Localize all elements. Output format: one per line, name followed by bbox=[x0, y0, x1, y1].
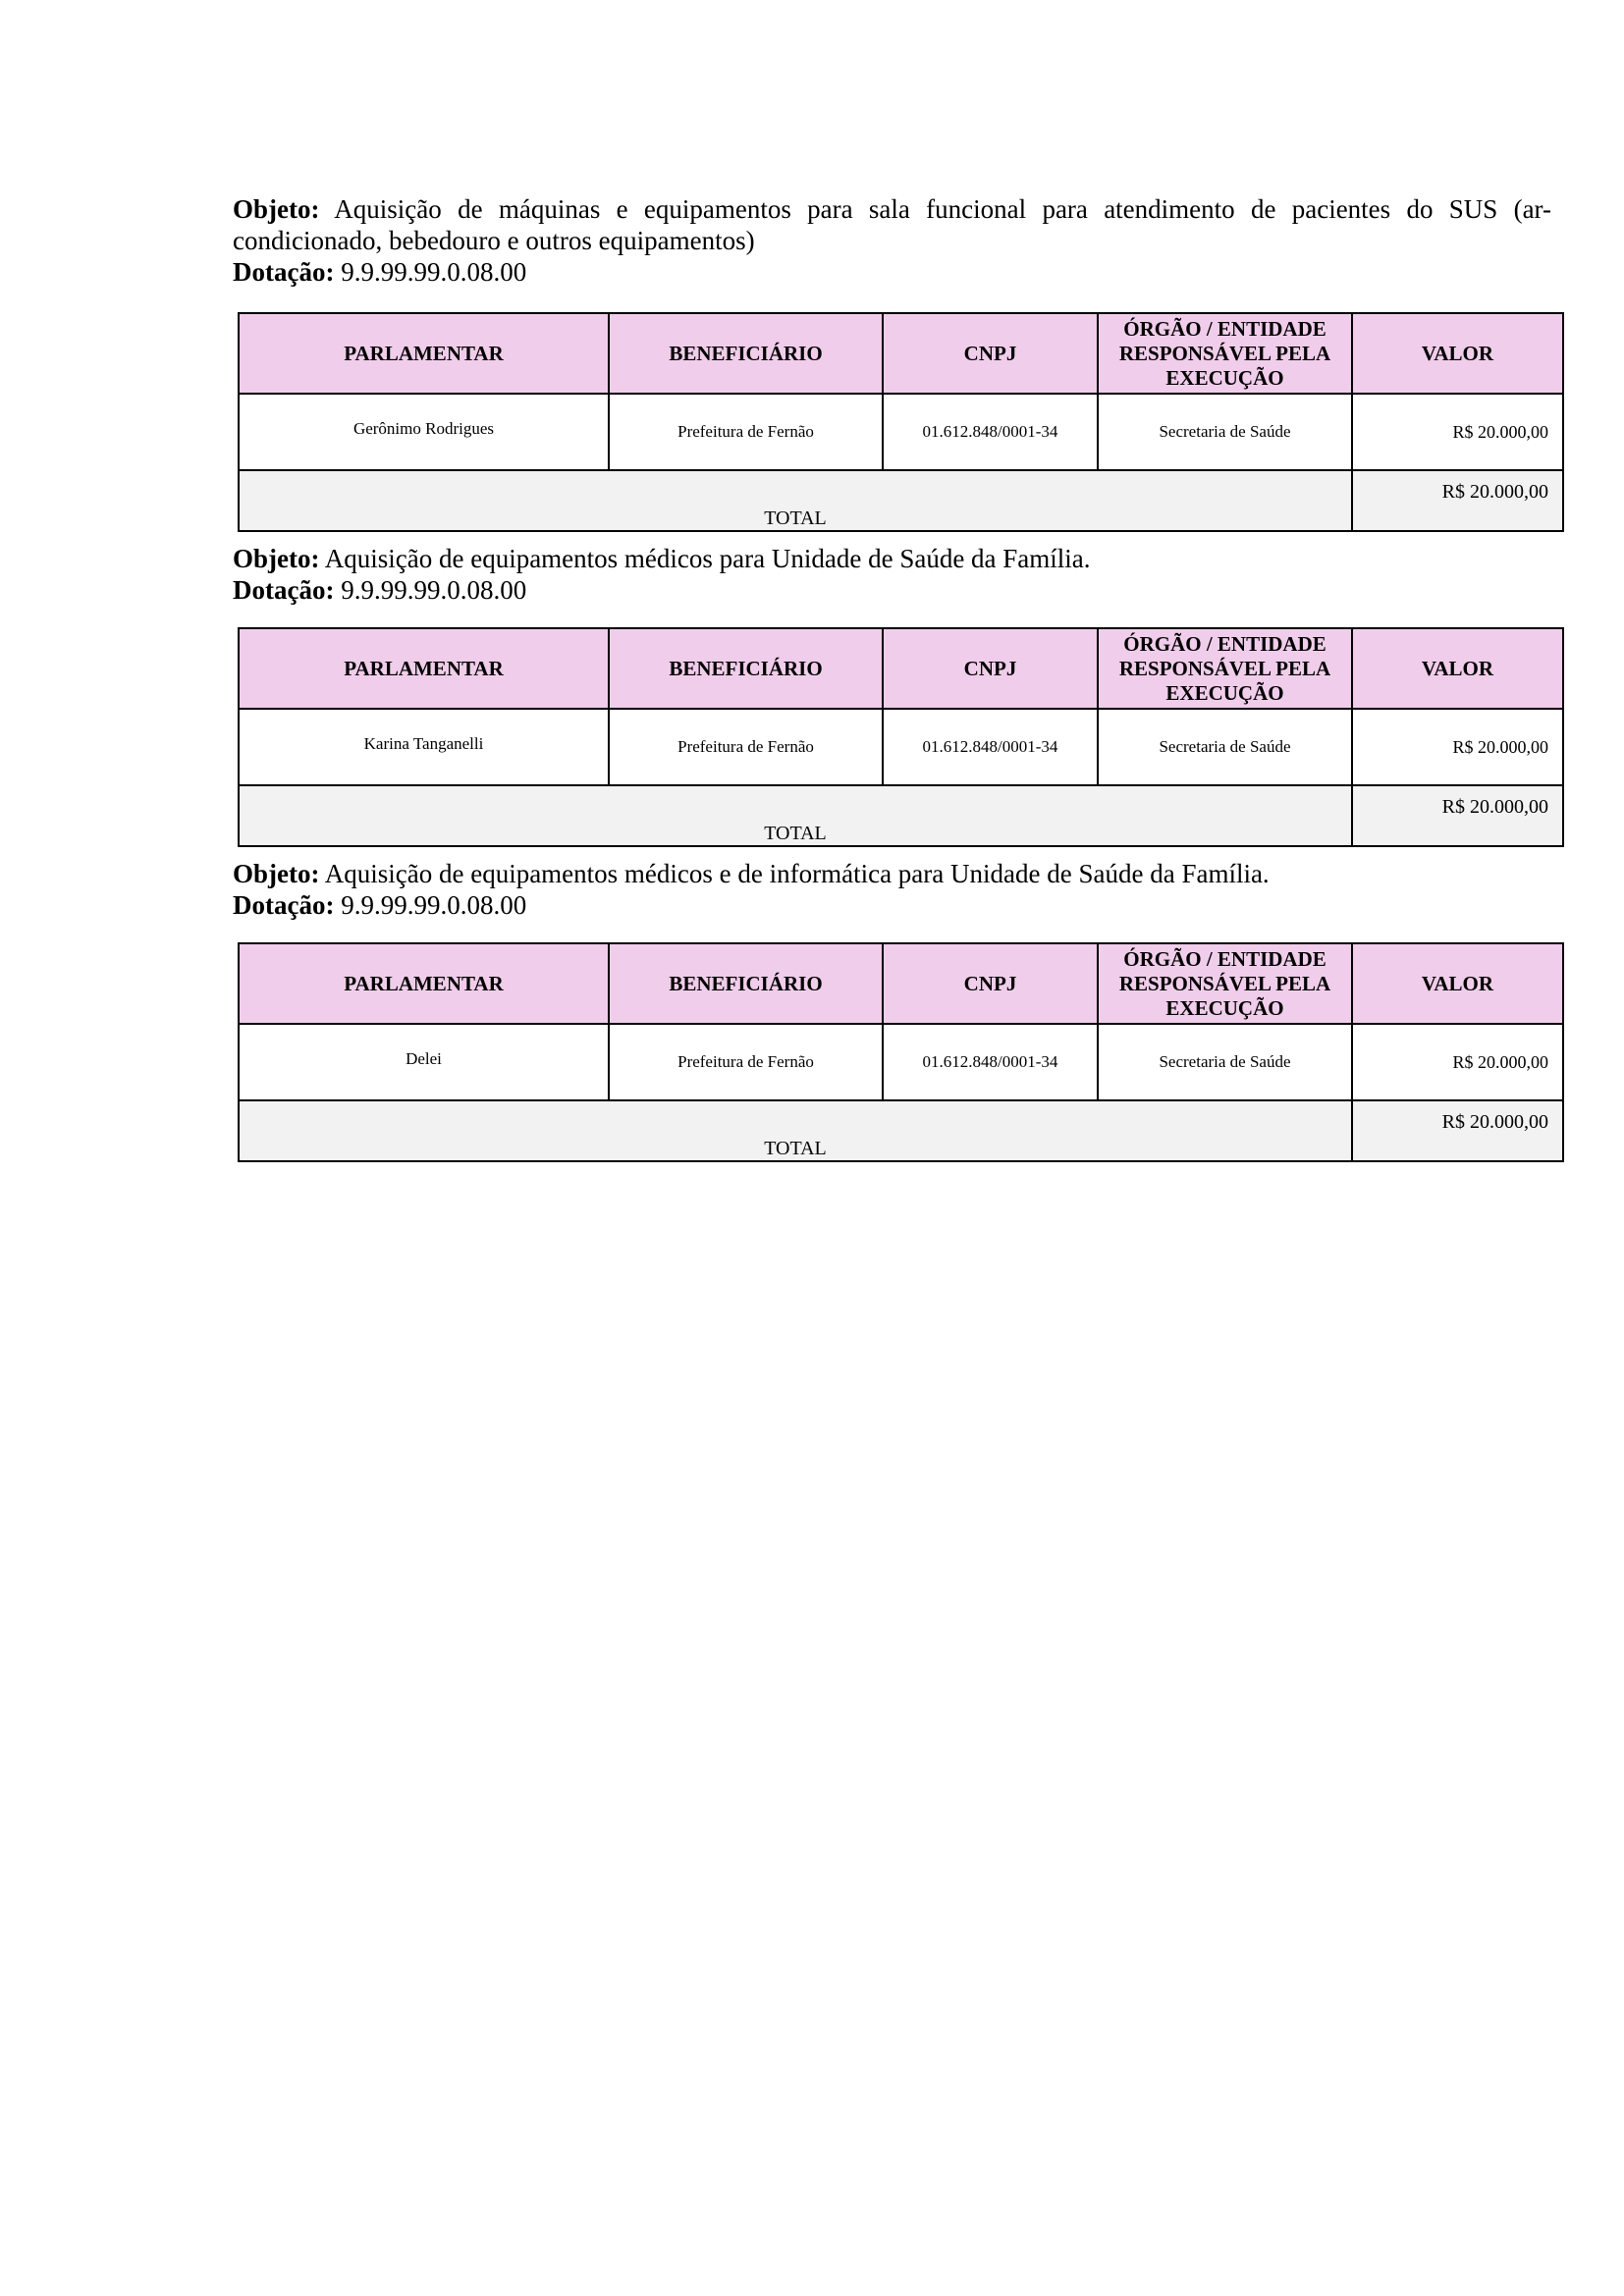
total-label: TOTAL bbox=[239, 1100, 1352, 1161]
cell-beneficiario: Prefeitura de Fernão bbox=[609, 1024, 883, 1100]
table-header-row bbox=[239, 943, 1563, 1024]
objeto-paragraph bbox=[233, 543, 1551, 574]
header-valor: VALOR bbox=[1352, 313, 1563, 394]
header-beneficiario: BENEFICIÁRIO bbox=[609, 628, 883, 709]
cell-parlamentar: Karina Tanganelli bbox=[239, 709, 609, 785]
header-cnpj: CNPJ bbox=[883, 943, 1098, 1024]
dotacao-label: Dotação: bbox=[233, 257, 335, 287]
dotacao-line bbox=[233, 889, 1564, 921]
total-label: TOTAL bbox=[239, 785, 1352, 846]
header-valor: VALOR bbox=[1352, 943, 1563, 1024]
objeto-text: Aquisição de equipamentos médicos e de informática para Unidade de Saúde da Família. bbox=[324, 859, 1270, 888]
total-row bbox=[239, 1100, 1563, 1161]
objeto-label: Objeto: bbox=[233, 544, 320, 573]
table-header-row bbox=[239, 313, 1563, 394]
dotacao-value: 9.9.99.99.0.08.00 bbox=[341, 575, 527, 605]
cell-orgao: Secretaria de Saúde bbox=[1098, 1024, 1352, 1100]
cell-cnpj: 01.612.848/0001-34 bbox=[883, 394, 1098, 470]
emenda-table-1 bbox=[238, 312, 1564, 532]
cell-beneficiario: Prefeitura de Fernão bbox=[609, 709, 883, 785]
objeto-paragraph bbox=[233, 858, 1551, 889]
total-value: R$ 20.000,00 bbox=[1352, 785, 1563, 846]
total-value: R$ 20.000,00 bbox=[1352, 470, 1563, 531]
dotacao-label: Dotação: bbox=[233, 575, 335, 605]
cell-valor: R$ 20.000,00 bbox=[1352, 709, 1563, 785]
cell-parlamentar: Delei bbox=[239, 1024, 609, 1100]
cell-beneficiario: Prefeitura de Fernão bbox=[609, 394, 883, 470]
header-parlamentar: PARLAMENTAR bbox=[239, 313, 609, 394]
dotacao-value: 9.9.99.99.0.08.00 bbox=[341, 890, 527, 920]
cell-cnpj: 01.612.848/0001-34 bbox=[883, 709, 1098, 785]
dotacao-line bbox=[233, 574, 1564, 606]
cell-orgao: Secretaria de Saúde bbox=[1098, 709, 1352, 785]
cell-valor: R$ 20.000,00 bbox=[1352, 1024, 1563, 1100]
dotacao-line bbox=[233, 256, 1564, 288]
header-beneficiario: BENEFICIÁRIO bbox=[609, 943, 883, 1024]
objeto-text: Aquisição de máquinas e equipamentos para sala funcional para atendimento de pacientes do SUS (ar-condicionado, bebedouro e outros equipamentos) bbox=[233, 194, 1552, 255]
section-2-heading bbox=[233, 543, 1564, 606]
emenda-table-2 bbox=[238, 627, 1564, 847]
objeto-label: Objeto: bbox=[233, 859, 320, 888]
objeto-text: Aquisição de equipamentos médicos para Unidade de Saúde da Família. bbox=[324, 544, 1091, 573]
table-row bbox=[239, 1024, 1563, 1100]
header-orgao: ÓRGÃO / ENTIDADE RESPONSÁVEL PELA EXECUÇÃO bbox=[1098, 628, 1352, 709]
table-row bbox=[239, 709, 1563, 785]
total-row bbox=[239, 785, 1563, 846]
total-row bbox=[239, 470, 1563, 531]
header-cnpj: CNPJ bbox=[883, 628, 1098, 709]
table-header-row bbox=[239, 628, 1563, 709]
cell-parlamentar: Gerônimo Rodrigues bbox=[239, 394, 609, 470]
cell-orgao: Secretaria de Saúde bbox=[1098, 394, 1352, 470]
header-cnpj: CNPJ bbox=[883, 313, 1098, 394]
cell-cnpj: 01.612.848/0001-34 bbox=[883, 1024, 1098, 1100]
objeto-label: Objeto: bbox=[233, 194, 320, 224]
objeto-paragraph bbox=[233, 193, 1551, 256]
total-value: R$ 20.000,00 bbox=[1352, 1100, 1563, 1161]
total-label: TOTAL bbox=[239, 470, 1352, 531]
header-parlamentar: PARLAMENTAR bbox=[239, 628, 609, 709]
header-orgao: ÓRGÃO / ENTIDADE RESPONSÁVEL PELA EXECUÇÃO bbox=[1098, 313, 1352, 394]
dotacao-label: Dotação: bbox=[233, 890, 335, 920]
table-row bbox=[239, 394, 1563, 470]
section-3-heading bbox=[233, 858, 1564, 921]
header-parlamentar: PARLAMENTAR bbox=[239, 943, 609, 1024]
cell-valor: R$ 20.000,00 bbox=[1352, 394, 1563, 470]
section-1-heading bbox=[233, 193, 1564, 288]
header-beneficiario: BENEFICIÁRIO bbox=[609, 313, 883, 394]
dotacao-value: 9.9.99.99.0.08.00 bbox=[341, 257, 527, 287]
header-valor: VALOR bbox=[1352, 628, 1563, 709]
emenda-table-3 bbox=[238, 942, 1564, 1162]
header-orgao: ÓRGÃO / ENTIDADE RESPONSÁVEL PELA EXECUÇÃO bbox=[1098, 943, 1352, 1024]
